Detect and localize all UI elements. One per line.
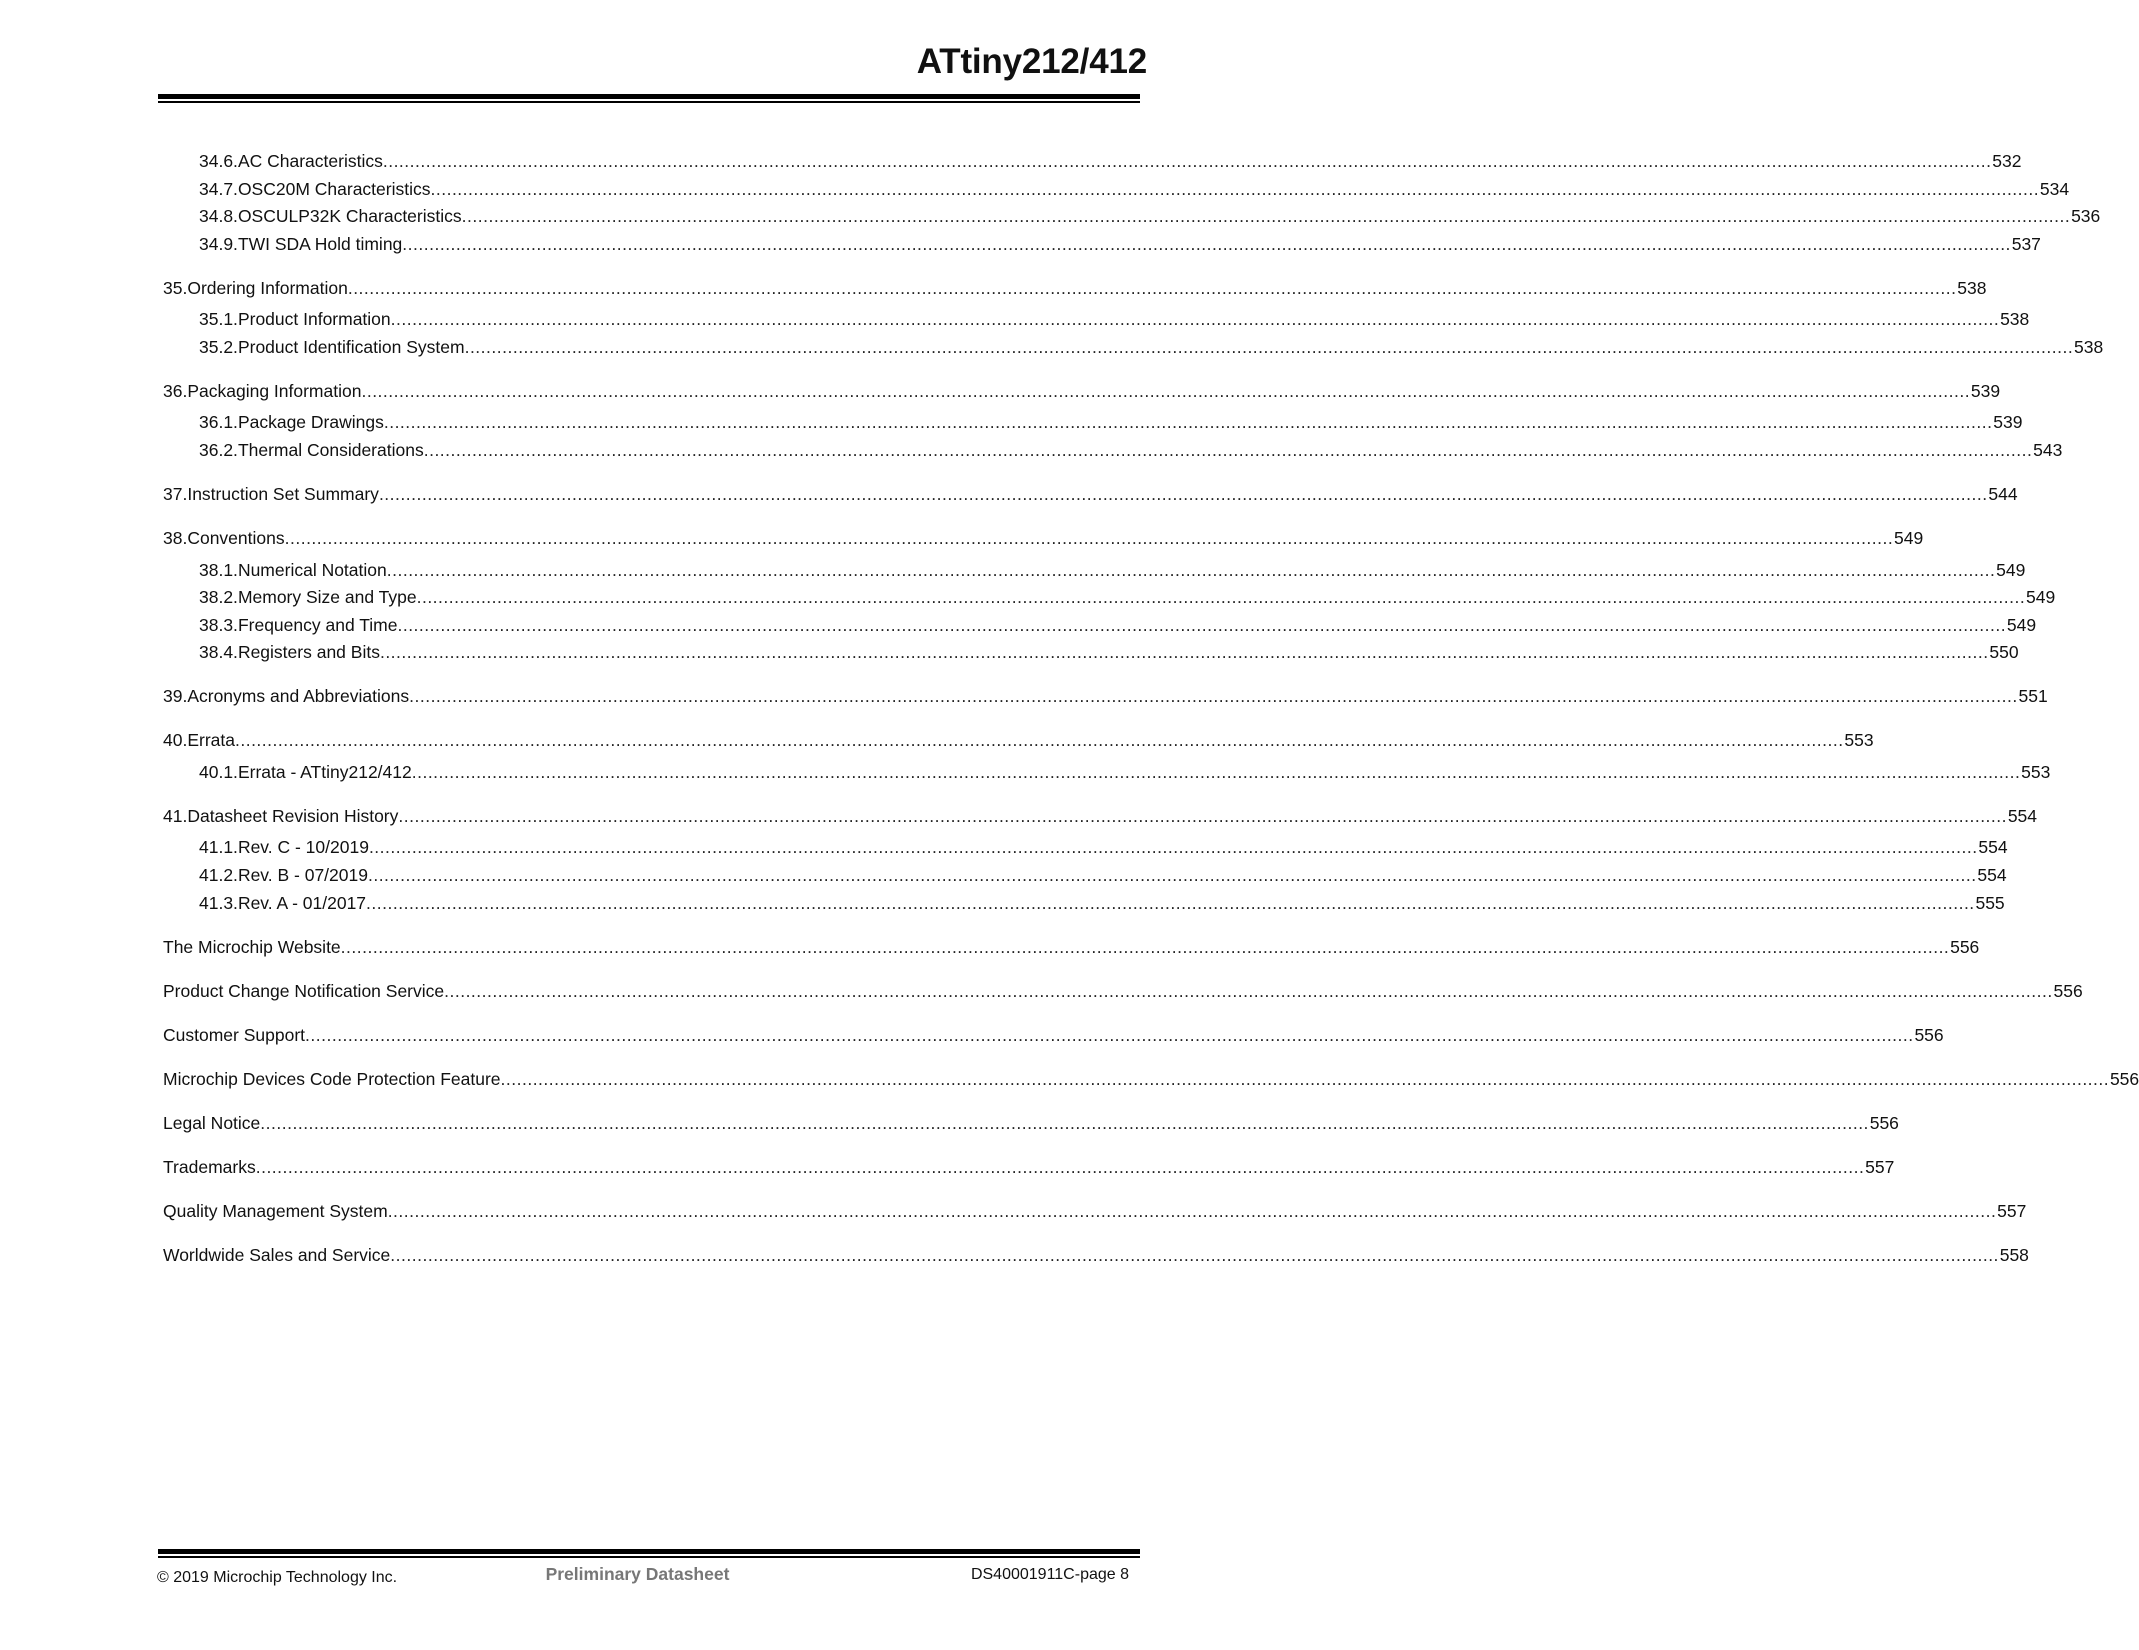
toc-entry-title: Product Information bbox=[237, 309, 391, 330]
toc-entry-page: 554 bbox=[2007, 805, 2038, 826]
toc-entry-page: 554 bbox=[1978, 837, 2008, 858]
toc-entry[interactable] bbox=[199, 613, 2037, 637]
toc-entry-title: Legal Notice bbox=[163, 1112, 261, 1133]
toc-dot-leader: ............................................................................................................................................................................................................................................................................................................ bbox=[368, 837, 1978, 858]
toc-dot-leader: ............................................................................................................................................................................................................................................................................................................ bbox=[386, 559, 1996, 580]
toc-dot-leader: ............................................................................................................................................................................................................................................................................................................ bbox=[390, 1244, 1999, 1265]
toc-entry[interactable] bbox=[199, 410, 2023, 434]
toc-entry-number: 41. bbox=[163, 805, 188, 826]
toc-dot-leader: ............................................................................................................................................................................................................................................................................................................ bbox=[390, 309, 2000, 330]
toc-entry-number: 36. bbox=[163, 380, 188, 401]
toc-entry-page: 553 bbox=[1844, 730, 1874, 751]
toc-entry-number: 35.1. bbox=[199, 309, 238, 330]
toc-entry-title: Ordering Information bbox=[187, 277, 348, 298]
toc-entry-title: Rev. B - 07/2019 bbox=[237, 864, 368, 885]
toc-dot-leader: ............................................................................................................................................................................................................................................................................................................ bbox=[409, 686, 2018, 707]
toc-entry[interactable] bbox=[199, 585, 2056, 609]
toc-entry-title: Trademarks bbox=[163, 1156, 256, 1177]
toc-entry[interactable] bbox=[163, 728, 1874, 752]
toc-dot-leader: ............................................................................................................................................................................................................................................................................................................ bbox=[366, 892, 1975, 913]
toc-entry-number: 38.4. bbox=[199, 642, 238, 663]
toc-dot-leader: ............................................................................................................................................................................................................................................................................................................ bbox=[398, 805, 2008, 826]
toc-entry-page: 537 bbox=[2011, 233, 2041, 254]
toc-entry[interactable] bbox=[199, 438, 2063, 462]
toc-entry[interactable] bbox=[199, 863, 2007, 887]
toc-dot-leader: ............................................................................................................................................................................................................................................................................................................ bbox=[430, 178, 2040, 199]
toc-entry-title: Thermal Considerations bbox=[237, 440, 424, 460]
document-title: ATtiny212/412 bbox=[916, 42, 1147, 81]
toc-entry-number: 34.8. bbox=[199, 206, 238, 227]
toc-dot-leader: ............................................................................................................................................................................................................................................................................................................ bbox=[284, 528, 1894, 548]
toc-entry-title: Acronyms and Abbreviations bbox=[187, 686, 410, 707]
toc-entry-title: Microchip Devices Code Protection Feature bbox=[163, 1068, 501, 1089]
toc-entry-number: 37. bbox=[163, 484, 188, 504]
toc-entry-page: 550 bbox=[1989, 642, 2019, 663]
toc-entry-number: 35. bbox=[163, 277, 188, 298]
toc-entry-title: Registers and Bits bbox=[237, 642, 380, 663]
toc-entry-title: Frequency and Time bbox=[237, 614, 398, 635]
toc-entry-title: Product Identification System bbox=[237, 336, 465, 357]
toc-entry-title: Numerical Notation bbox=[237, 559, 387, 580]
toc-entry[interactable] bbox=[199, 760, 2051, 784]
toc-entry[interactable] bbox=[163, 1243, 2029, 1267]
toc-entry-page: 556 bbox=[1950, 936, 1980, 957]
toc-dot-leader: ............................................................................................................................................................................................................................................................................................................ bbox=[411, 761, 2021, 782]
toc-entry-page: 557 bbox=[1865, 1156, 1895, 1177]
toc-entry[interactable] bbox=[163, 482, 2018, 506]
toc-entry[interactable] bbox=[163, 684, 2048, 708]
toc-entry-number: 36.2. bbox=[199, 440, 238, 460]
toc-entry[interactable] bbox=[163, 1023, 1944, 1047]
toc-dot-leader: ............................................................................................................................................................................................................................................................................................................ bbox=[444, 980, 2053, 1001]
toc-dot-leader: ............................................................................................................................................................................................................................................................................................................ bbox=[305, 1024, 1914, 1045]
toc-entry-page: 538 bbox=[2074, 336, 2104, 357]
toc-entry-title: Instruction Set Summary bbox=[187, 484, 379, 504]
toc-dot-leader: ............................................................................................................................................................................................................................................................................................................ bbox=[260, 1112, 1869, 1133]
toc-entry-page: 549 bbox=[1894, 528, 1924, 548]
toc-entry-page: 532 bbox=[1992, 151, 2022, 171]
toc-entry[interactable] bbox=[199, 149, 2022, 173]
copyright-notice: © 2019 Microchip Technology Inc. bbox=[157, 1569, 398, 1586]
toc-entry-number: 41.3. bbox=[199, 892, 238, 913]
toc-entry-title: Datasheet Revision History bbox=[187, 805, 399, 826]
toc-entry[interactable] bbox=[163, 804, 2038, 828]
toc-entry-page: 543 bbox=[2033, 440, 2063, 460]
toc-dot-leader: ............................................................................................................................................................................................................................................................................................................ bbox=[402, 233, 2011, 254]
toc-entry-title: Worldwide Sales and Service bbox=[163, 1244, 391, 1265]
toc-entry-page: 556 bbox=[2109, 1068, 2139, 1089]
toc-entry[interactable] bbox=[199, 558, 2026, 582]
toc-entry[interactable] bbox=[163, 1067, 2139, 1091]
toc-dot-leader: ............................................................................................................................................................................................................................................................................................................ bbox=[367, 864, 1977, 885]
toc-entry-number: 41.1. bbox=[199, 837, 238, 858]
toc-dot-leader: ............................................................................................................................................................................................................................................................................................................ bbox=[382, 151, 1992, 171]
toc-dot-leader: ............................................................................................................................................................................................................................................................................................................ bbox=[387, 1200, 1997, 1221]
toc-entry[interactable] bbox=[163, 526, 1924, 550]
toc-entry-page: 549 bbox=[1996, 559, 2026, 580]
toc-entry-page: 556 bbox=[2053, 980, 2083, 1001]
toc-entry[interactable] bbox=[199, 307, 2030, 331]
toc-entry[interactable] bbox=[199, 177, 2070, 201]
toc-entry-page: 549 bbox=[2026, 587, 2056, 608]
toc-entry[interactable] bbox=[199, 204, 2101, 228]
toc-entry-number: 38.2. bbox=[199, 587, 238, 608]
toc-entry-title: AC Characteristics bbox=[237, 151, 383, 171]
toc-entry-page: 538 bbox=[2000, 309, 2030, 330]
toc-entry-title: Rev. A - 01/2017 bbox=[237, 892, 367, 913]
toc-entry[interactable] bbox=[163, 276, 1987, 300]
toc-entry-number: 34.9. bbox=[199, 233, 238, 254]
toc-entry-number: 35.2. bbox=[199, 336, 238, 357]
toc-dot-leader: ............................................................................................................................................................................................................................................................................................................ bbox=[234, 730, 1844, 751]
footer-rule-thin bbox=[158, 1556, 1140, 1558]
toc-dot-leader: ............................................................................................................................................................................................................................................................................................................ bbox=[379, 642, 1989, 663]
toc-entry-title: Packaging Information bbox=[187, 380, 362, 401]
document-status: Preliminary Datasheet bbox=[545, 1564, 730, 1584]
toc-entry-title: OSCULP32K Characteristics bbox=[237, 206, 462, 227]
page-number-label: DS40001911C-page 8 bbox=[970, 1566, 1129, 1583]
toc-entry-page: 554 bbox=[1977, 864, 2007, 885]
toc-entry[interactable] bbox=[199, 640, 2019, 664]
toc-dot-leader: ............................................................................................................................................................................................................................................................................................................ bbox=[255, 1156, 1865, 1177]
toc-entry[interactable] bbox=[163, 1111, 1899, 1135]
toc-entry-number: 39. bbox=[163, 686, 188, 707]
toc-entry-title: Memory Size and Type bbox=[237, 587, 417, 608]
toc-entry[interactable] bbox=[199, 891, 2005, 915]
toc-entry-page: 558 bbox=[1999, 1244, 2029, 1265]
toc-dot-leader: ............................................................................................................................................................................................................................................................................................................ bbox=[500, 1068, 2110, 1089]
toc-entry-page: 551 bbox=[2018, 686, 2048, 707]
toc-entry-title: Rev. C - 10/2019 bbox=[237, 837, 369, 858]
toc-entry-number: 40.1. bbox=[199, 761, 238, 782]
toc-dot-leader: ............................................................................................................................................................................................................................................................................................................ bbox=[361, 380, 1971, 401]
toc-entry-number: 40. bbox=[163, 730, 188, 751]
toc-dot-leader: ............................................................................................................................................................................................................................................................................................................ bbox=[464, 336, 2074, 357]
toc-entry-page: 544 bbox=[1988, 484, 2018, 504]
toc-entry[interactable] bbox=[199, 232, 2041, 256]
toc-entry-page: 534 bbox=[2039, 178, 2070, 199]
toc-dot-leader: ............................................................................................................................................................................................................................................................................................................ bbox=[461, 206, 2071, 227]
toc-entry-number: 36.1. bbox=[199, 412, 238, 433]
toc-entry-number: 38.3. bbox=[199, 614, 238, 635]
toc-entry-page: 539 bbox=[1970, 380, 2001, 401]
toc-entry-page: 557 bbox=[1997, 1200, 2027, 1221]
toc-entry-page: 549 bbox=[2006, 614, 2037, 635]
toc-entry[interactable] bbox=[163, 1155, 1895, 1179]
toc-entry-title: Quality Management System bbox=[163, 1200, 388, 1221]
toc-entry[interactable] bbox=[163, 379, 2001, 403]
toc-entry-number: 34.6. bbox=[199, 151, 238, 171]
toc-entry-title: Package Drawings bbox=[237, 412, 384, 433]
toc-entry-number: 41.2. bbox=[199, 864, 238, 885]
toc-entry-page: 556 bbox=[1914, 1024, 1944, 1045]
toc-dot-leader: ............................................................................................................................................................................................................................................................................................................ bbox=[383, 412, 1993, 433]
toc-entry-page: 556 bbox=[1869, 1112, 1899, 1133]
toc-dot-leader: ............................................................................................................................................................................................................................................................................................................ bbox=[378, 484, 1988, 504]
toc-entry-page: 539 bbox=[1993, 412, 2023, 433]
toc-entry-title: TWI SDA Hold timing bbox=[237, 233, 403, 254]
toc-entry[interactable] bbox=[163, 1199, 2027, 1223]
toc-entry-page: 536 bbox=[2071, 206, 2101, 227]
toc-dot-leader: ............................................................................................................................................................................................................................................................................................................ bbox=[416, 587, 2026, 608]
toc-entry-title: Conventions bbox=[187, 528, 285, 548]
toc-entry-title: Product Change Notification Service bbox=[163, 980, 445, 1001]
toc-dot-leader: ............................................................................................................................................................................................................................................................................................................ bbox=[347, 277, 1957, 298]
toc-entry[interactable] bbox=[199, 835, 2008, 859]
toc-entry-number: 38. bbox=[163, 528, 188, 548]
toc-entry-title: OSC20M Characteristics bbox=[237, 178, 431, 199]
toc-entry-page: 538 bbox=[1957, 277, 1987, 298]
footer-rule-thick bbox=[158, 1549, 1140, 1554]
toc-entry-number: 34.7. bbox=[199, 178, 238, 199]
toc-dot-leader: ............................................................................................................................................................................................................................................................................................................ bbox=[423, 440, 2033, 460]
toc-entry[interactable] bbox=[163, 935, 1980, 959]
toc-entry-title: Errata - ATtiny212/412 bbox=[237, 761, 412, 782]
toc-entry-number: 38.1. bbox=[199, 559, 238, 580]
toc-entry-title: Errata bbox=[187, 730, 235, 751]
toc-dot-leader: ............................................................................................................................................................................................................................................................................................................ bbox=[397, 614, 2007, 635]
toc-entry[interactable] bbox=[163, 979, 2083, 1003]
toc-entry-title: Customer Support bbox=[163, 1024, 306, 1045]
toc-entry-page: 553 bbox=[2021, 761, 2051, 782]
toc-entry-page: 555 bbox=[1975, 892, 2005, 913]
toc-entry[interactable] bbox=[199, 335, 2104, 359]
toc-dot-leader: ............................................................................................................................................................................................................................................................................................................ bbox=[340, 936, 1950, 957]
toc-entry-title: The Microchip Website bbox=[163, 936, 341, 957]
